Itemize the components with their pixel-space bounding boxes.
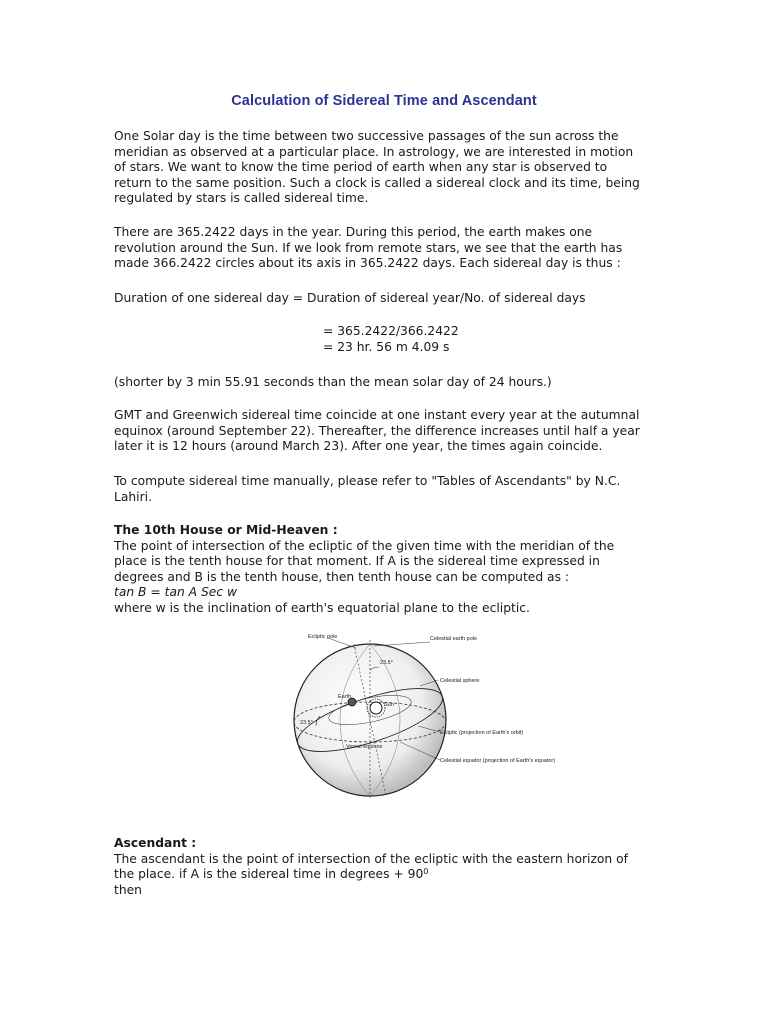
duration-result [114, 324, 654, 355]
label-vernal-equinox: Vernal equinox [346, 744, 383, 750]
page-title: Calculation of Sidereal Time and Ascendant [231, 93, 537, 109]
text-line: later it is 12 hours (around March 23). After one year, the times again coincide. [114, 439, 603, 453]
text-line: One Solar day is the time between two successive passages of the sun across the [114, 129, 619, 143]
text-line: equinox (around September 22). Thereafter, the difference increases until half a year [114, 423, 640, 438]
text-line: degrees and B is the tenth house, then tenth house can be computed as : [114, 569, 570, 584]
intro-paragraph [114, 129, 654, 207]
duration-formula [114, 291, 654, 307]
label-ecliptic-pole: Ecliptic pole [308, 634, 338, 640]
section-heading: Ascendant : [114, 836, 197, 850]
text-line: The point of intersection of the ecliptic of the given time with the meridian of the [114, 538, 615, 553]
label-angle-top: 23.5° [380, 660, 393, 666]
text-line: Lahiri. [114, 489, 152, 504]
callout-line [374, 642, 430, 646]
text-line: The ascendant is the point of intersection of the ecliptic with the eastern horizon of [114, 851, 628, 866]
label-celestial-sphere: Celestial sphere [440, 678, 480, 684]
text-line: To compute sidereal time manually, please refer to "Tables of Ascendants" by N.C. [114, 474, 621, 488]
duration-line: Duration of one sidereal day = Duration of sidereal year/No. of sidereal days [114, 291, 586, 305]
label-earth: Earth [338, 694, 352, 700]
label-angle-left: 23.5° [300, 720, 313, 726]
year-paragraph [114, 225, 654, 272]
text-line: then [114, 882, 142, 897]
text-line: GMT and Greenwich sidereal time coincide at one instant every year at the autumnal [114, 408, 640, 422]
text-line: of stars. We want to know the time period of earth when any star is observed to [114, 160, 608, 174]
ascendant-section [114, 836, 654, 898]
gmt-paragraph [114, 408, 654, 455]
duration-value: = 23 hr. 56 m 4.09 s [323, 339, 450, 354]
label-celestial-pole: Celestial earth pole [430, 636, 478, 642]
tenth-house-section [114, 523, 654, 616]
section-heading: The 10th House or Mid-Heaven : [114, 523, 338, 537]
text-fragment: the place. if A is the sidereal time in degrees + 90 [114, 867, 424, 881]
celestial-sphere-diagram [290, 630, 556, 810]
shorter-note [114, 375, 654, 391]
text-line: There are 365.2422 days in the year. During this period, the earth makes one [114, 225, 593, 239]
text-line: (shorter by 3 min 55.91 seconds than the mean solar day of 24 hours.) [114, 375, 552, 389]
label-celestial-equator: Celestial equator (projection of Earth's equator) [440, 758, 556, 764]
text-line: where w is the inclination of earth's equatorial plane to the ecliptic. [114, 600, 530, 615]
text-line: revolution around the Sun. If we look from remote stars, we see that the earth has [114, 240, 623, 255]
text-line: place is the tenth house for that moment. If A is the sidereal time expressed in [114, 554, 600, 568]
compute-paragraph [114, 474, 654, 505]
label-ecliptic: Ecliptic (projection of Earth's orbit) [440, 730, 524, 736]
duration-value: = 365.2422/366.2422 [323, 324, 459, 338]
text-line: meridian as observed at a particular place. In astrology, we are interested in motion [114, 144, 634, 159]
label-sun: Sun [384, 702, 394, 708]
degree-superscript: 0 [423, 867, 429, 876]
text-line: return to the same position. Such a clock is called a sidereal clock and its time, being [114, 175, 640, 190]
text-line [114, 867, 654, 883]
tenth-house-formula: tan B = tan A Sec w [114, 585, 238, 599]
text-line: made 366.2422 circles about its axis in 365.2422 days. Each sidereal day is thus : [114, 256, 621, 270]
text-line: regulated by stars is called sidereal time. [114, 191, 369, 205]
